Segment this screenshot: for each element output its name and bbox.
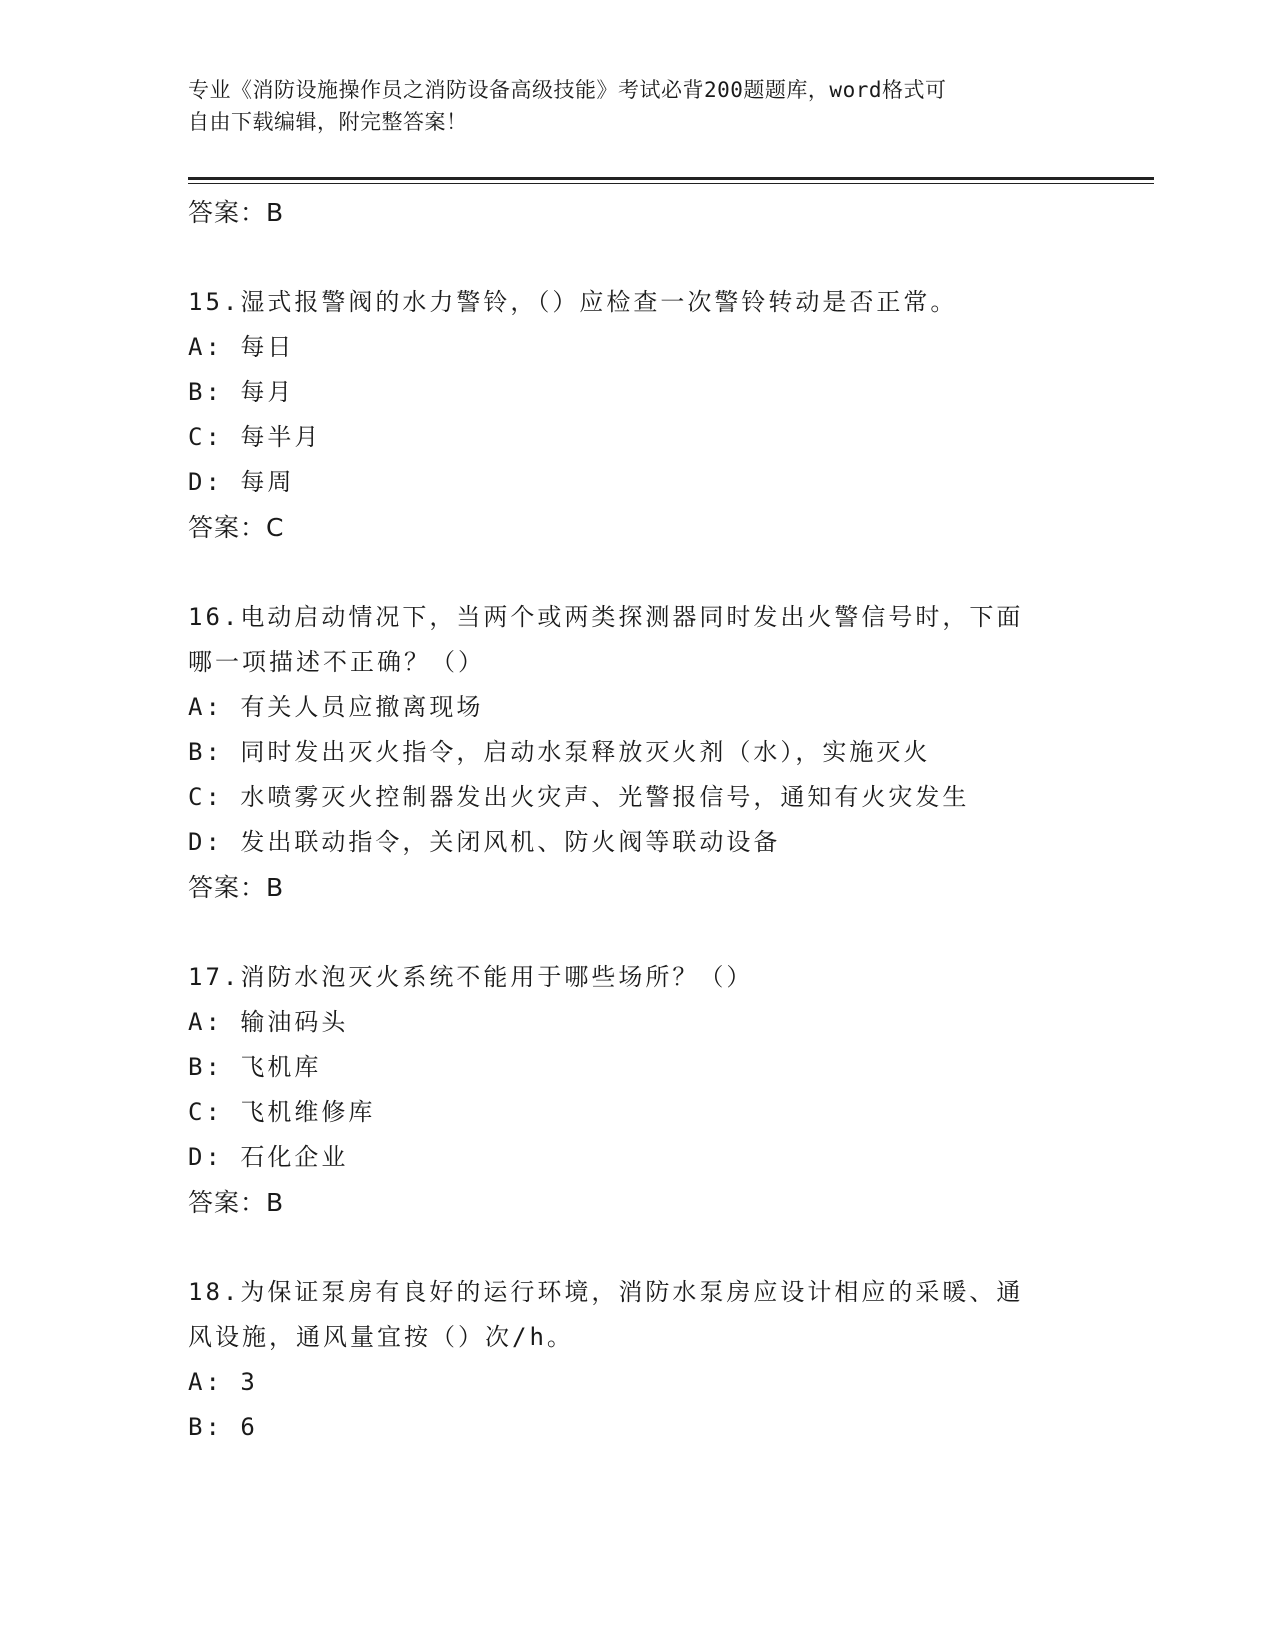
option-a: A: 3 xyxy=(188,1368,258,1396)
header-line-1: 专业《消防设施操作员之消防设备高级技能》考试必背200题题库，word格式可 xyxy=(188,78,947,102)
question-block xyxy=(188,1270,1088,1450)
header-divider-thin xyxy=(188,183,1154,184)
option-c: C: 每半月 xyxy=(188,423,322,451)
question-text-line-2: 哪一项描述不正确？（） xyxy=(188,648,485,676)
option-d: D: 石化企业 xyxy=(188,1143,349,1171)
question-text-line-2: 风设施，通风量宜按（）次/h。 xyxy=(188,1323,574,1351)
option-b: B: 飞机库 xyxy=(188,1053,322,1081)
question-text-line-1: 18.为保证泵房有良好的运行环境，消防水泵房应设计相应的采暖、通 xyxy=(188,1278,1024,1306)
option-a: A: 有关人员应撤离现场 xyxy=(188,693,484,721)
question-block xyxy=(188,955,1088,1225)
document-header xyxy=(188,74,1088,138)
option-c: C: 水喷雾灭火控制器发出火灾声、光警报信号，通知有火灾发生 xyxy=(188,783,970,811)
question-block xyxy=(188,595,1088,910)
spacer xyxy=(188,1225,1088,1270)
question-block xyxy=(188,280,1088,550)
question-text: 17.消防水泡灭火系统不能用于哪些场所？（） xyxy=(188,963,754,991)
option-c: C: 飞机维修库 xyxy=(188,1098,376,1126)
answer-line: 答案：C xyxy=(188,513,285,542)
answer-line: 答案：B xyxy=(188,198,285,227)
header-divider-thick xyxy=(188,177,1154,180)
spacer xyxy=(188,550,1088,595)
option-a: A: 每日 xyxy=(188,333,295,361)
question-list xyxy=(188,190,1088,1450)
option-d: D: 每周 xyxy=(188,468,295,496)
option-a: A: 输油码头 xyxy=(188,1008,349,1036)
answer-line: 答案：B xyxy=(188,873,285,902)
option-b: B: 同时发出灭火指令，启动水泵释放灭火剂（水），实施灭火 xyxy=(188,738,931,766)
header-line-2: 自由下载编辑，附完整答案！ xyxy=(188,110,468,134)
question-text: 15.湿式报警阀的水力警铃，（）应检查一次警铃转动是否正常。 xyxy=(188,288,958,316)
option-d: D: 发出联动指令，关闭风机、防火阀等联动设备 xyxy=(188,828,781,856)
question-text-line-1: 16.电动启动情况下，当两个或两类探测器同时发出火警信号时，下面 xyxy=(188,603,1024,631)
spacer xyxy=(188,235,1088,280)
option-b: B: 每月 xyxy=(188,378,295,406)
answer-line: 答案：B xyxy=(188,1188,285,1217)
option-b: B: 6 xyxy=(188,1413,258,1441)
spacer xyxy=(188,910,1088,955)
